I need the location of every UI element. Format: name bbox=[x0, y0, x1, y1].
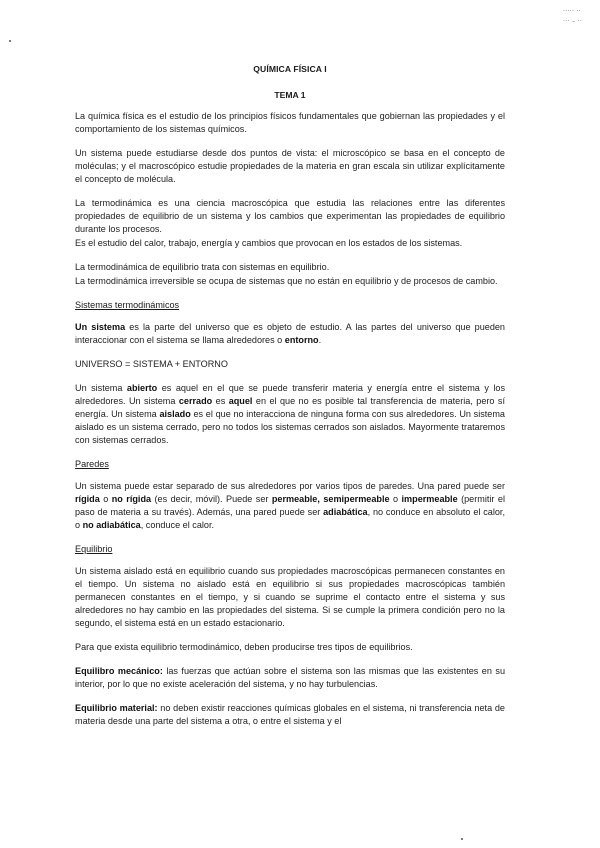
text-run: es el que no interacciona de ninguna forma con sus alrededores. Un sistema aislado es un sistema cerrado, pero no todos los sistemas cerrados son aislados. Mayormente trataremos con sistemas cerrados. bbox=[75, 409, 505, 445]
text-run: es bbox=[212, 396, 229, 406]
term-adiabatica: adiabática bbox=[323, 507, 368, 517]
paragraph-intro: La química física es el estudio de los principios físicos fundamentales que gobiernan las propiedades y el comportamiento de los sistemas químicos. bbox=[75, 111, 505, 134]
scan-speck bbox=[9, 40, 11, 42]
text-run: , conduce el calor. bbox=[140, 520, 215, 530]
text-run: en el que no es posible tal transferencia de materia, pero sí energía. Un sistema bbox=[75, 396, 505, 419]
paragraph-equilibrium: Un sistema aislado está en equilibrio cuando sus propiedades macroscópicas permanecen constantes en el tiempo. Un sistema no aislado está en equilibrio si sus propiedades macroscópicas también permanecen constantes en el tiempo, y si cuando se suprime el contacto entre el sistema y sus alrededores no hay cambio en las propiedades del sistema. Si se cumple la primera condición pero no la segundo, el sistema está en un estado estacionario. bbox=[75, 566, 505, 628]
paragraph-walls bbox=[75, 480, 505, 532]
term-aquel: aquel bbox=[228, 396, 253, 406]
term-entorno: entorno bbox=[284, 335, 319, 345]
paragraph-thermodynamics: La termodinámica es una ciencia macroscópica que estudia las relaciones entre las diferentes propiedades de equilibrio de un sistema y los cambios que experimentan las propiedades de equilibrio durante los procesos. bbox=[75, 198, 505, 234]
term-aislado: aislado bbox=[159, 409, 191, 419]
paragraph-heat-work: Es el estudio del calor, trabajo, energía y cambios que provocan en los estados de los sistemas. bbox=[75, 238, 463, 248]
text-run: no deben existir reacciones químicas globales en el sistema, ni transferencia neta de materia desde una parte del sistema a otra, o entre el sistema y el bbox=[75, 703, 505, 726]
text-run: , no conduce en absoluto el calor, o bbox=[75, 507, 505, 530]
corner-note-line-1: ····· ·· bbox=[562, 7, 581, 15]
term-no-rigida: no rígida bbox=[111, 494, 152, 504]
text-run: (permitir el paso de materia a su través). Además, una pared puede ser bbox=[75, 494, 505, 517]
paragraph-system-definition bbox=[75, 321, 505, 347]
paragraph-mechanical-equilibrium bbox=[75, 665, 505, 691]
text-run: Un sistema bbox=[75, 383, 127, 393]
term-abierto: abierto bbox=[126, 383, 158, 393]
term-no-adiabatica: no adiabática bbox=[82, 520, 141, 530]
text-run: es la parte del universo que es objeto de estudio. A las partes del universo que pueden interaccionar con el sistema se llama alrededores o bbox=[75, 322, 505, 345]
paragraph-material-equilibrium bbox=[75, 702, 505, 728]
term-impermeable: impermeable bbox=[401, 494, 458, 504]
corner-note-line-2: ··· – ·· bbox=[562, 17, 582, 25]
section-heading-sistemas: Sistemas termodinámicos bbox=[75, 300, 180, 310]
text-run: (es decir, móvil). Puede ser bbox=[151, 494, 272, 504]
section-heading-paredes: Paredes bbox=[75, 459, 109, 469]
text-run: o bbox=[99, 494, 112, 504]
paragraph-system-types bbox=[75, 382, 505, 447]
paragraph-irreversible-thermo: La termodinámica irreversible se ocupa de sistemas que no están en equilibrio y de procesos de cambio. bbox=[75, 276, 498, 286]
paragraph-viewpoints: Un sistema puede estudiarse desde dos puntos de vista: el microscópico se basa en el concepto de moléculas; y el macroscópico estudie propiedades de la materia en gran escala sin utilizar explícitamente el concepto de molécula. bbox=[75, 148, 505, 184]
section-heading-equilibrio: Equilibrio bbox=[75, 544, 113, 554]
text-run: las fuerzas que actúan sobre el sistema son las mismas que las existentes en su interior, por lo que no existe aceleración del sistema, y no hay turbulencias. bbox=[75, 666, 505, 689]
term-permeable: permeable, semipermeable bbox=[271, 494, 390, 504]
text-run: o bbox=[389, 494, 402, 504]
document-subtitle: TEMA 1 bbox=[274, 90, 306, 100]
paragraph-equilibrium-thermo: La termodinámica de equilibrio trata con sistemas en equilibrio. bbox=[75, 262, 330, 272]
paragraph-universe-equation: UNIVERSO = SISTEMA + ENTORNO bbox=[75, 359, 228, 369]
text-run: Un sistema puede estar separado de sus alrededores por varios tipos de paredes. Una pared puede ser bbox=[75, 481, 505, 491]
document-body bbox=[75, 63, 505, 728]
term-equilibrio-material: Equilibrio material: bbox=[75, 703, 158, 713]
term-equilibrio-mecanico: Equilibro mecánico: bbox=[75, 666, 163, 676]
document-title: QUÍMICA FÍSICA I bbox=[253, 64, 327, 74]
term-rigida: rígida bbox=[75, 494, 100, 504]
paragraph-three-equilibria: Para que exista equilibrio termodinámico, deben producirse tres tipos de equilibrios. bbox=[75, 642, 413, 652]
text-run: . bbox=[318, 335, 322, 345]
scan-speck bbox=[461, 838, 463, 840]
handwritten-corner-note bbox=[563, 6, 582, 26]
term-cerrado: cerrado bbox=[178, 396, 213, 406]
term-sistema: Un sistema bbox=[75, 322, 126, 332]
text-run: es aquel en el que se puede transferir materia y energía entre el sistema y los alrededores. Un sistema bbox=[75, 383, 505, 406]
